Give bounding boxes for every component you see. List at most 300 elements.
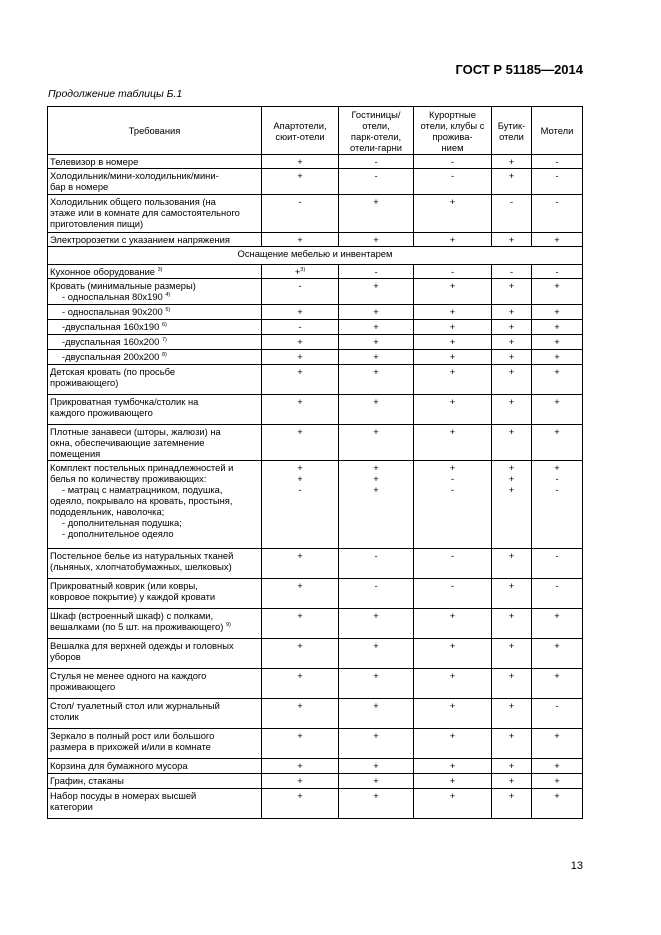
value-cell [492, 549, 532, 579]
requirement-text [50, 170, 259, 181]
requirement-line: Холодильник/мини-холодильник/мини- [50, 170, 219, 181]
value-mark: + [297, 550, 303, 561]
value-cell [414, 729, 492, 759]
value-mark: + [554, 640, 560, 651]
value-cell [492, 425, 532, 461]
value-mark: + [554, 306, 560, 317]
requirement-line: Графин, стаканы [50, 775, 124, 786]
requirement-line: Набор посуды в номерах высшей [50, 790, 197, 801]
section-title: Оснащение мебелью и инвентарем [48, 247, 583, 265]
value-cell [532, 639, 583, 669]
requirement-text [50, 377, 259, 388]
requirement-cell [48, 320, 262, 335]
requirement-line: Зеркало в полный рост или большого [50, 730, 215, 741]
value-mark: - [555, 473, 559, 484]
value-mark: + [508, 473, 515, 484]
value-mark: - [555, 156, 559, 167]
value-mark: - [555, 170, 559, 181]
value-mark: + [297, 473, 303, 484]
value-mark: + [508, 760, 515, 771]
value-cell [339, 320, 414, 335]
requirement-line: -двуспальная 160х200 [62, 336, 160, 347]
table-row [48, 335, 583, 350]
value-mark: - [450, 580, 455, 591]
value-cell [492, 169, 532, 195]
column-header-line: Курортные [429, 108, 476, 120]
value-mark: - [509, 196, 514, 207]
footnote-marker: 5) [165, 306, 171, 313]
value-cell [262, 699, 339, 729]
value-mark: + [508, 306, 515, 317]
value-cell [339, 699, 414, 729]
value-cell [262, 155, 339, 169]
value-cell [339, 233, 414, 247]
value-mark: + [508, 550, 515, 561]
value-cell [262, 350, 339, 365]
requirement-line: одеяло, покрывало на кровать, простыня, [50, 495, 233, 506]
value-mark: - [555, 580, 559, 591]
value-cell [532, 789, 583, 819]
value-mark: - [450, 550, 455, 561]
requirement-text [50, 473, 259, 484]
value-mark: + [554, 321, 560, 332]
value-cell [532, 759, 583, 774]
requirement-text [50, 437, 259, 448]
requirement-cell [48, 305, 262, 320]
requirement-text [50, 591, 259, 602]
value-cell [532, 279, 583, 305]
value-cell [339, 305, 414, 320]
requirement-text [50, 517, 259, 528]
requirement-text [50, 741, 259, 752]
value-cell [414, 425, 492, 461]
requirement-line: -двуспальная 160х190 [62, 321, 160, 332]
value-mark: + [449, 462, 456, 473]
value-mark: - [450, 473, 455, 484]
requirement-text [50, 495, 259, 506]
column-header-line: нием [441, 141, 464, 153]
table-row [48, 549, 583, 579]
value-mark: + [554, 790, 560, 801]
requirement-cell [48, 335, 262, 350]
value-cell [492, 639, 532, 669]
table-row [48, 169, 583, 195]
table-row [48, 265, 583, 279]
requirement-text [50, 196, 259, 207]
value-mark: + [508, 280, 515, 291]
column-header-line: прожива- [432, 130, 473, 142]
value-mark: + [508, 170, 515, 181]
value-mark: - [555, 266, 559, 277]
value-cell [532, 774, 583, 789]
requirement-line: Корзина для бумажного мусора [50, 760, 188, 771]
value-cell [262, 365, 339, 395]
requirement-text [50, 700, 259, 711]
value-mark: + [297, 462, 303, 473]
requirement-line: -двуспальная 200х200 [62, 351, 160, 362]
value-mark: + [449, 336, 456, 347]
value-mark: + [373, 234, 379, 245]
requirement-cell [48, 233, 262, 247]
value-mark: +$^{3)}$ [294, 266, 306, 277]
value-mark: - [450, 156, 455, 167]
table-row [48, 425, 583, 461]
value-cell [492, 609, 532, 639]
requirement-line: помещения [50, 448, 101, 459]
column-header-line: отели-гарни [350, 141, 402, 153]
footnote-marker: 3) [157, 266, 163, 273]
value-cell [262, 549, 339, 579]
requirement-text [50, 621, 259, 632]
requirement-text [50, 266, 259, 277]
requirement-line: Стол/ туалетный стол или журнальный [50, 700, 220, 711]
value-cell [532, 233, 583, 247]
column-header-line: Апартотели, [273, 119, 327, 131]
requirement-line: категории [50, 801, 93, 812]
footnote-marker: 8) [161, 351, 167, 358]
requirement-line: Детская кровать (по просьбе [50, 366, 176, 377]
value-mark: + [508, 321, 515, 332]
value-cell [414, 699, 492, 729]
value-cell [492, 699, 532, 729]
value-cell [339, 609, 414, 639]
value-mark: + [554, 234, 560, 245]
requirement-text [50, 760, 259, 771]
value-cell [492, 669, 532, 699]
requirement-cell [48, 774, 262, 789]
value-cell [262, 639, 339, 669]
value-cell [492, 233, 532, 247]
value-mark: + [373, 306, 379, 317]
value-cell [414, 279, 492, 305]
value-mark: + [297, 730, 303, 741]
requirement-line: Кухонное оборудование [50, 266, 156, 277]
table-header-row [48, 107, 583, 155]
requirement-cell [48, 425, 262, 461]
value-cell [262, 609, 339, 639]
footnote-marker: 9) [225, 621, 231, 628]
value-cell [339, 335, 414, 350]
value-mark: - [298, 321, 302, 332]
requirement-text [50, 561, 259, 572]
value-mark: + [373, 426, 379, 437]
table-row [48, 759, 583, 774]
value-mark: + [297, 610, 303, 621]
value-mark: + [449, 640, 456, 651]
value-mark: + [449, 790, 456, 801]
footnote-marker: 7) [161, 336, 167, 343]
value-cell [339, 279, 414, 305]
value-cell [414, 350, 492, 365]
value-cell [414, 549, 492, 579]
column-header-line: Мотели [540, 125, 574, 136]
requirement-text [50, 484, 259, 495]
value-mark: + [297, 234, 303, 245]
value-mark: - [509, 266, 514, 277]
value-cell [339, 639, 414, 669]
value-cell [414, 305, 492, 320]
value-cell [532, 320, 583, 335]
requirement-line: Постельное белье из натуральных тканей [50, 550, 234, 561]
value-cell [262, 461, 339, 549]
value-mark: + [373, 700, 379, 711]
footnote-marker: 3) [300, 266, 306, 273]
value-mark: + [373, 280, 379, 291]
value-mark: + [449, 280, 456, 291]
column-header-3 [414, 107, 492, 155]
requirement-line: столик [50, 711, 79, 722]
value-cell [339, 549, 414, 579]
requirement-cell [48, 759, 262, 774]
column-header-5 [532, 107, 583, 155]
requirement-cell [48, 350, 262, 365]
value-mark: - [555, 550, 559, 561]
value-mark: + [508, 336, 515, 347]
value-cell [339, 425, 414, 461]
value-cell [262, 279, 339, 305]
value-cell [532, 549, 583, 579]
table-caption: Продолжение таблицы Б.1 [48, 88, 183, 100]
value-mark: + [373, 473, 379, 484]
value-mark: + [297, 306, 303, 317]
value-mark: + [554, 396, 560, 407]
requirement-text [50, 336, 259, 347]
value-mark: + [508, 700, 515, 711]
value-cell [532, 609, 583, 639]
value-cell [532, 335, 583, 350]
requirement-line: Кровать (минимальные размеры) [50, 280, 196, 291]
requirement-line: Прикроватная тумбочка/столик на [50, 396, 199, 407]
table-row [48, 669, 583, 699]
value-cell [339, 169, 414, 195]
value-cell [532, 305, 583, 320]
value-cell [414, 395, 492, 425]
page-number: 13 [570, 860, 583, 872]
value-mark: - [374, 550, 378, 561]
value-mark: + [508, 396, 515, 407]
value-cell [262, 169, 339, 195]
table-row [48, 639, 583, 669]
value-cell [492, 350, 532, 365]
value-mark: + [554, 351, 560, 362]
value-cell [339, 729, 414, 759]
value-mark: + [449, 700, 456, 711]
requirement-text [50, 790, 259, 801]
column-header-4 [492, 107, 532, 155]
value-cell [414, 774, 492, 789]
value-mark: + [554, 366, 560, 377]
value-mark: - [555, 196, 559, 207]
requirement-line: каждого проживающего [50, 407, 153, 418]
value-cell [262, 789, 339, 819]
requirement-text [50, 207, 259, 218]
column-header-line: отели [499, 130, 524, 142]
table-row [48, 365, 583, 395]
value-cell [492, 305, 532, 320]
value-cell [339, 195, 414, 233]
value-cell [492, 320, 532, 335]
value-mark: - [450, 266, 455, 277]
requirement-cell [48, 549, 262, 579]
value-cell [532, 169, 583, 195]
value-mark: + [508, 351, 515, 362]
value-cell [262, 774, 339, 789]
value-cell [414, 335, 492, 350]
value-mark: + [449, 760, 456, 771]
value-cell [262, 320, 339, 335]
requirement-line: - дополнительное одеяло [62, 528, 174, 539]
value-mark: + [449, 610, 456, 621]
value-cell [414, 233, 492, 247]
column-header-requirements [48, 107, 262, 155]
value-cell [262, 395, 339, 425]
table-row [48, 461, 583, 549]
value-cell [414, 669, 492, 699]
requirement-text [50, 321, 259, 332]
value-cell [492, 279, 532, 305]
value-cell [414, 195, 492, 233]
value-cell [532, 155, 583, 169]
value-mark: - [374, 170, 378, 181]
value-mark: + [508, 670, 515, 681]
value-mark: + [297, 670, 303, 681]
footnote-marker: 6) [161, 321, 167, 328]
value-cell [414, 461, 492, 549]
requirement-cell [48, 579, 262, 609]
column-header-line: сюит-отели [275, 130, 325, 142]
requirement-line: уборов [50, 651, 81, 662]
requirement-text [50, 234, 259, 245]
value-mark: + [373, 336, 379, 347]
requirement-text [50, 218, 259, 229]
requirement-line: проживающего [50, 681, 116, 692]
requirement-text [50, 351, 259, 362]
value-mark: + [297, 156, 303, 167]
value-mark: - [374, 156, 378, 167]
table-row [48, 774, 583, 789]
value-cell [414, 320, 492, 335]
value-cell [532, 395, 583, 425]
requirement-text [50, 462, 259, 473]
value-mark: + [508, 234, 515, 245]
value-cell [532, 365, 583, 395]
value-mark: + [508, 790, 515, 801]
value-mark: + [554, 775, 560, 786]
value-mark: - [298, 484, 302, 495]
value-cell [339, 350, 414, 365]
value-cell [262, 669, 339, 699]
value-mark: + [449, 321, 456, 332]
value-cell [339, 365, 414, 395]
requirement-line: Телевизор в номере [50, 156, 139, 167]
value-mark: + [373, 351, 379, 362]
value-cell [339, 669, 414, 699]
table-row [48, 609, 583, 639]
value-cell [532, 265, 583, 279]
footnote-marker: 4) [165, 291, 171, 298]
requirement-text [50, 426, 259, 437]
value-mark: + [508, 484, 515, 495]
requirement-cell [48, 155, 262, 169]
value-cell [492, 365, 532, 395]
value-mark: + [297, 366, 303, 377]
value-cell [339, 579, 414, 609]
value-cell [262, 759, 339, 774]
column-header-2 [339, 107, 414, 155]
requirement-cell [48, 789, 262, 819]
table-row [48, 155, 583, 169]
requirement-line: Вешалка для верхней одежды и головных [50, 640, 234, 651]
requirement-text [50, 670, 259, 681]
value-mark: + [449, 234, 456, 245]
column-header-line: Гостиницы/ [351, 108, 401, 120]
requirement-text [50, 506, 259, 517]
requirement-text [50, 181, 259, 192]
value-mark: - [298, 196, 302, 207]
table-row [48, 789, 583, 819]
value-mark: + [449, 670, 456, 681]
value-mark: + [297, 760, 303, 771]
requirement-text [50, 448, 259, 459]
value-cell [492, 579, 532, 609]
column-header-line: Бутик- [497, 119, 526, 131]
value-cell [262, 579, 339, 609]
table-row [48, 279, 583, 305]
value-mark: + [508, 426, 515, 437]
value-mark: + [373, 366, 379, 377]
requirement-line: (льняных, хлопчатобумажных, шелковых) [50, 561, 232, 572]
value-mark: - [374, 580, 378, 591]
value-cell [492, 335, 532, 350]
value-mark: + [297, 426, 303, 437]
value-mark: + [508, 775, 515, 786]
value-mark: + [373, 462, 379, 473]
requirement-text [50, 730, 259, 741]
value-mark: - [450, 170, 455, 181]
requirement-text [50, 550, 259, 561]
value-cell [532, 425, 583, 461]
requirement-cell [48, 395, 262, 425]
value-mark: + [449, 366, 456, 377]
value-mark: + [554, 336, 560, 347]
requirement-text [50, 396, 259, 407]
requirement-line: Комплект постельных принадлежностей и [50, 462, 234, 473]
requirement-line: проживающего) [50, 377, 119, 388]
requirement-text [50, 775, 259, 786]
value-mark: + [373, 790, 379, 801]
requirement-cell [48, 699, 262, 729]
requirement-line: ковровое покрытие) у каждой кровати [50, 591, 216, 602]
requirement-line: - матрац с наматрацником, подушка, [62, 484, 223, 495]
value-mark: + [508, 640, 515, 651]
value-mark: + [297, 336, 303, 347]
value-cell [414, 609, 492, 639]
requirement-line: этаже или в комнате для самостоятельного [50, 207, 240, 218]
value-mark: + [373, 760, 379, 771]
value-mark: + [554, 426, 560, 437]
value-cell [262, 305, 339, 320]
column-header-line: Требования [128, 125, 181, 136]
value-mark: + [297, 396, 303, 407]
column-header-line: парк-отели, [350, 130, 402, 142]
value-mark: - [555, 484, 559, 495]
requirement-line: - дополнительная подушка; [62, 517, 182, 528]
value-mark: + [449, 196, 456, 207]
value-cell [532, 669, 583, 699]
value-cell [339, 265, 414, 279]
requirement-text [50, 580, 259, 591]
value-mark: - [298, 280, 302, 291]
